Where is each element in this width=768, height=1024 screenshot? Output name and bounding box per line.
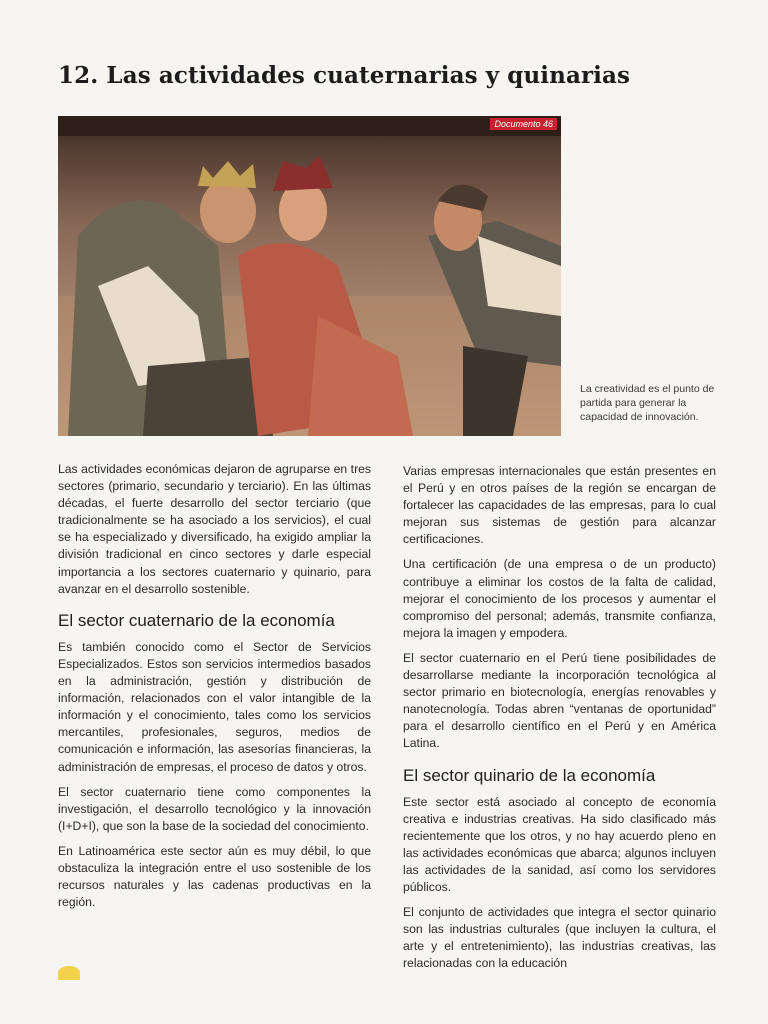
paragraph: El conjunto de actividades que integra el sector quinario son las industrias culturales (que incluyen la cultura, el arte y el entretenimiento), las industrias creativas, las relacionadas con la educación (403, 905, 716, 971)
paragraph: Una certificación (de una empresa o de un producto) contribuye a eliminar los costos de la falta de calidad, mejorar el conocimiento de los procesos y aumentar el compromiso del personal; además, transmite confianza, mejora la imagen y empodera. (403, 557, 716, 640)
figure-caption: La creatividad es el punto de partida para generar la capacidad de innovación. (580, 383, 715, 423)
left-column (58, 461, 371, 919)
paragraph: En Latinoamérica este sector aún es muy débil, lo que obstaculiza la integración entre el uso sostenible de los recursos naturales y las cadenas productivas en la región. (58, 843, 371, 910)
right-column (403, 463, 716, 981)
intro-paragraph: Las actividades económicas dejaron de agruparse en tres sectores (primario, secundario y terciario). En las últimas décadas, el fuerte desarrollo del sector terciario (que tradicionalmente se ha asociado a los servicios), el cual se ha especializado y diversificado, ha exigido ampliar la división tradicional en cinco sectores y darle especial importancia a los sectores cuaternario y quinario, para avanzar en el desarrollo sostenible. (58, 462, 371, 596)
paragraph: Este sector está asociado al concepto de economía creativa e industrias creativas. Ha sido clasificado más recientemente que los otros, y no hay acuerdo pleno en las actividades económicas que abarca; algunos incluyen las actividades de la sanidad, así como los servidores públicos. (403, 794, 716, 895)
theater-photo (58, 116, 561, 436)
paragraph: Varias empresas internacionales que están presentes en el Perú y en otros países de la región se encargan de fortalecer las capacidades de las empresas, para lo cual mejoran sus sistemas de gestión para alcanzar certificaciones. (403, 464, 716, 547)
section-heading-quinario: El sector quinario de la economía (403, 765, 656, 785)
document-tag: Documento 46 (490, 118, 557, 130)
page-title: 12. Las actividades cuaternarias y quinarias (58, 62, 631, 89)
paragraph: El sector cuaternario en el Perú tiene posibilidades de desarrollarse mediante la incorporación tecnológica al sector primario en biotecnología, energías renovables y nanotecnología. Todas abren “ventanas de oportunidad” para el desarrollo científico en el Perú y en América Latina. (403, 650, 716, 751)
paragraph: El sector cuaternario tiene como componentes la investigación, el desarrollo tecnológico y la innovación (I+D+I), que son la base de la sociedad del conocimiento. (58, 784, 371, 833)
page-footer-mark (58, 966, 80, 980)
photo-illustration (58, 116, 561, 436)
paragraph: Es también conocido como el Sector de Servicios Especializados. Estos son servicios intermedios basados en la administración, gestión y distribución de información, relacionados con el valor intangible de la información y el conocimiento, tales como los servicios mercantiles, profesionales, seguros, medios de comunicación e información, las asesorías financieras, la administración de empresas, el proceso de datos y otros. (58, 639, 371, 774)
section-heading-cuaternario: El sector cuaternario de la economía (58, 610, 335, 630)
